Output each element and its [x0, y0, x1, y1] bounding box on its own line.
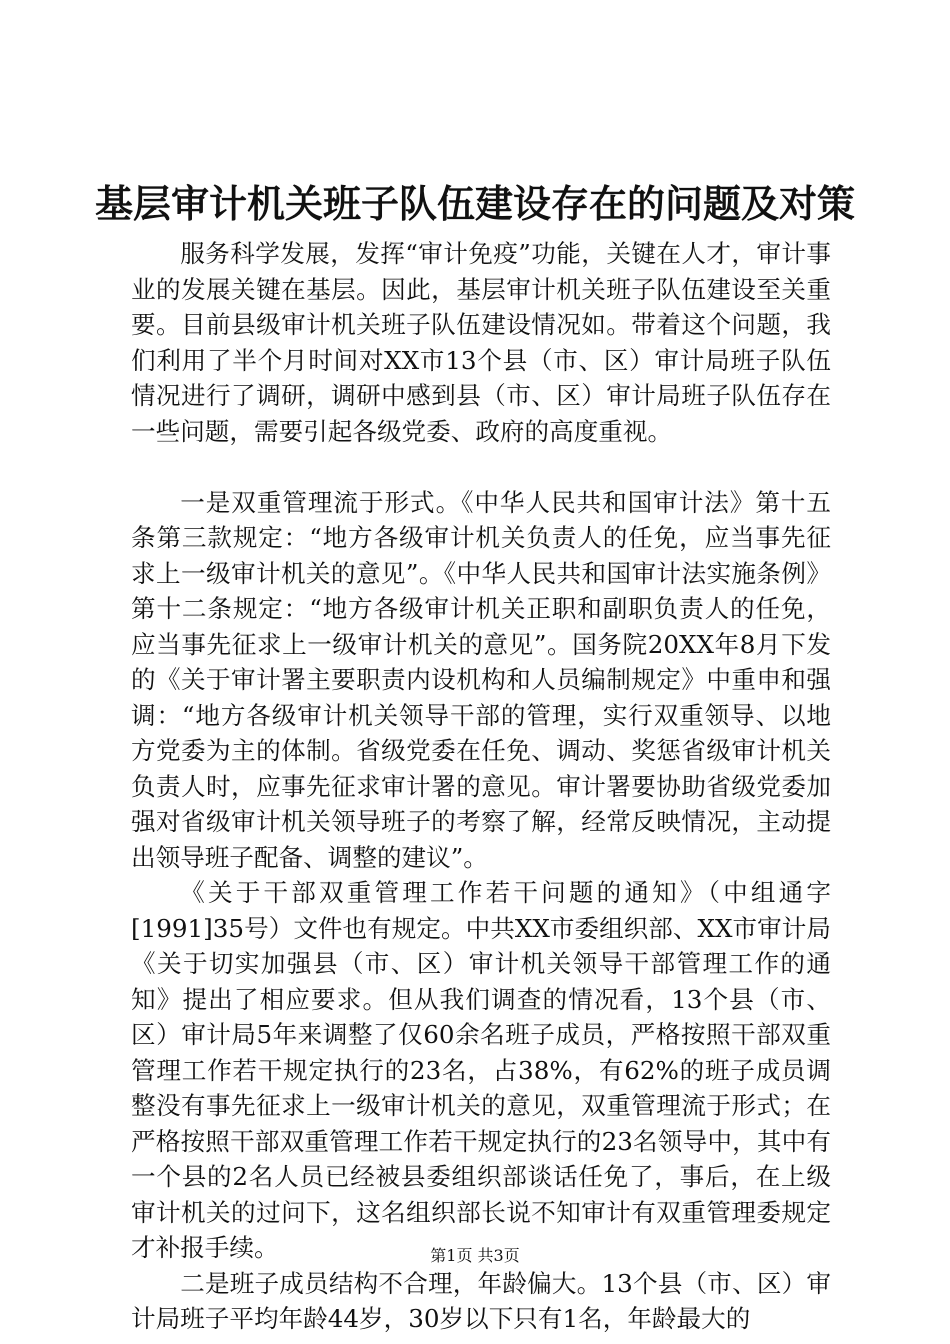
paragraph-point-one: 一是双重管理流于形式。《中华人民共和国审计法》第十五条第三款规定：“地方各级审计机关负责人的任免，应当事先征求上一级审计机关的意见”。《中华人民共和国审计法实施条例》第十二条规定：“地方各级审计机关正职和副职负责人的任免，应当事先征求上一级审计机关的意见”。国务院20XX年8月下发的《关于审计署主要职责内设机构和人员编制规定》中重申和强调：“地方各级审计机关领导干部的管理，实行双重领导、以地方党委为主的体制。省级党委在任免、调动、奖惩省级审计机关负责人时，应事先征求审计署的意见。审计署要协助省级党委加强对省级审计机关领导班子的考察了解，经常反映情况，主动提出领导班子配备、调整的建议”。: [131, 487, 831, 872]
page-number-footer: 第1页 共3页: [430, 1246, 520, 1265]
paragraph-intro: 服务科学发展，发挥“审计免疫”功能，关键在人才，审计事业的发展关键在基层。因此，基层审计机关班子队伍建设至关重要。目前县级审计机关班子队伍建设情况如。带着这个问题，我们利用了半个月时间对XX市13个县（市、区）审计局班子队伍情况进行了调研，调研中感到县（市、区）审计局班子队伍存在一些问题，需要引起各级党委、政府的高度重视。: [131, 239, 831, 446]
paragraph-notice: 《关于干部双重管理工作若干问题的通知》（中组通字[1991]35号）文件也有规定。中共XX市委组织部、XX市审计局《关于切实加强县（市、区）审计机关领导干部管理工作的通知》提出了相应要求。但从我们调查的情况看，13个县（市、区）审计局5年来调整了仅60余名班子成员，严格按照干部双重管理工作若干规定执行的23名，占38%，有62%的班子成员调整没有事先征求上一级审计机关的意见，双重管理流于形式；在严格按照干部双重管理工作若干规定执行的23名领导中，其中有一个县的2名人员已经被县委组织部谈话任免了，事后，在上级审计机关的过问下，这名组织部长说不知审计有双重管理委规定才补报手续。: [131, 878, 831, 1262]
document-body: [131, 236, 831, 1337]
paragraph-point-two: 二是班子成员结构不合理，年龄偏大。13个县（市、区）审计局班子平均年龄44岁，30岁以下只有1名，年龄最大的: [131, 1268, 831, 1333]
document-title: 基层审计机关班子队伍建设存在的问题及对策: [94, 182, 855, 226]
